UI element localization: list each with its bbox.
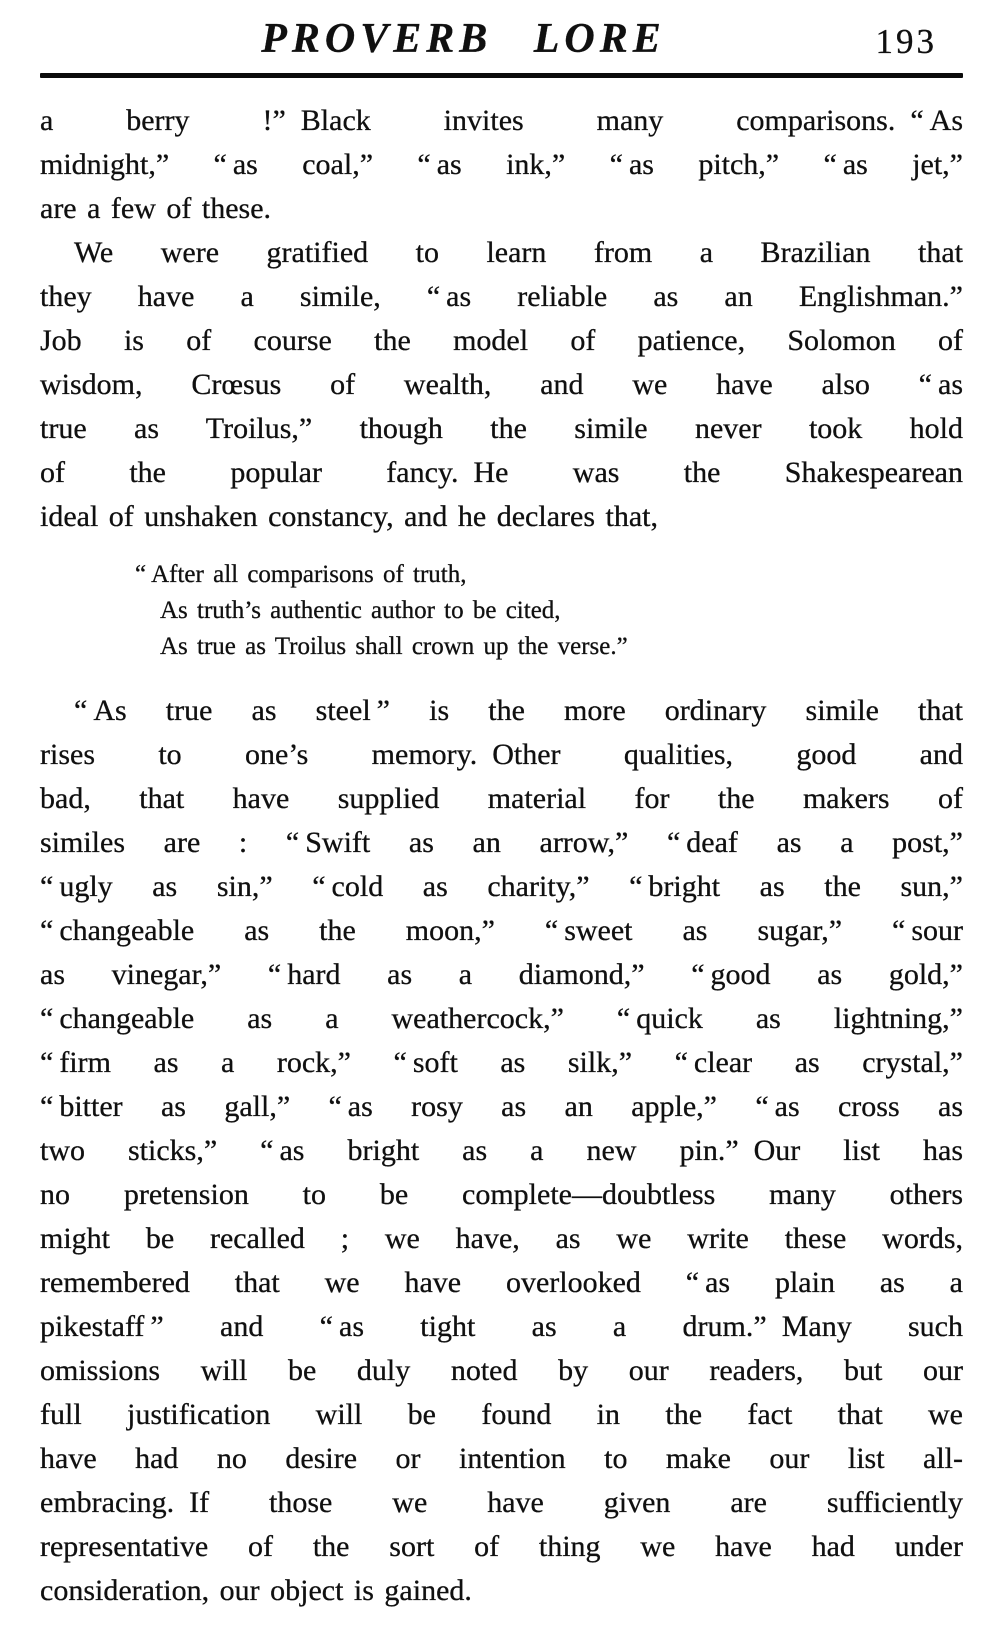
text-line: full justification will be found in the fact that we <box>40 1398 963 1431</box>
text-line: are a few of these. <box>40 192 272 225</box>
page-title: PROVERB LORE <box>261 16 666 62</box>
text-line: no pretension to be complete—doubtless many others <box>40 1178 963 1211</box>
text-line: similes are : “ Swift as an arrow,” “ deaf as a post,” <box>40 826 963 859</box>
text-line: consideration, our object is gained. <box>40 1574 472 1607</box>
text-line: “ firm as a rock,” “ soft as silk,” “ clear as crystal,” <box>40 1046 963 1079</box>
text-line: pikestaff ” and “ as tight as a drum.” Many such <box>40 1310 963 1343</box>
text-line: two sticks,” “ as bright as a new pin.” Our list has <box>40 1134 963 1167</box>
text-line: rises to one’s memory. Other qualities, good and <box>40 738 963 771</box>
text-line: “ ugly as sin,” “ cold as charity,” “ bright as the sun,” <box>40 870 963 903</box>
text-line: “ After all comparisons of truth, <box>135 561 467 588</box>
text-line: true as Troilus,” though the simile never took hold <box>40 412 963 445</box>
header-rule <box>40 73 963 78</box>
text-line: remembered that we have overlooked “ as plain as a <box>40 1266 963 1299</box>
text-line: As truth’s authentic author to be cited, <box>160 597 561 624</box>
text-line: “ As true as steel ” is the more ordinary simile that <box>74 694 963 727</box>
text-blocks <box>40 99 963 1613</box>
text-line: midnight,” “ as coal,” “ as ink,” “ as pitch,” “ as jet,” <box>40 148 963 181</box>
paragraph-block <box>40 99 963 231</box>
paragraph-block <box>40 689 963 1613</box>
running-header <box>40 16 963 64</box>
text-line: representative of the sort of thing we have had under <box>40 1530 963 1563</box>
text-line: as vinegar,” “ hard as a diamond,” “ good as gold,” <box>40 958 963 991</box>
text-line: “ changeable as the moon,” “ sweet as sugar,” “ sour <box>40 914 963 947</box>
page-number: 193 <box>875 22 937 61</box>
text-line: embracing. If those we have given are sufficiently <box>40 1486 963 1519</box>
text-line: Job is of course the model of patience, Solomon of <box>40 324 963 357</box>
text-line: As true as Troilus shall crown up the verse.” <box>160 633 628 660</box>
text-line: “ bitter as gall,” “ as rosy as an apple,” “ as cross as <box>40 1090 963 1123</box>
text-line: wisdom, Crœsus of wealth, and we have also “ as <box>40 368 963 401</box>
text-line: they have a simile, “ as reliable as an Englishman.” <box>40 280 963 313</box>
verse-block <box>40 557 963 665</box>
text-line: might be recalled ; we have, as we write these words, <box>40 1222 963 1255</box>
text-line: have had no desire or intention to make our list all- <box>40 1442 963 1475</box>
text-line: omissions will be duly noted by our readers, but our <box>40 1354 963 1387</box>
text-line: ideal of unshaken constancy, and he declares that, <box>40 500 658 533</box>
text-line: a berry !” Black invites many comparisons. “ As <box>40 104 963 137</box>
text-line: “ changeable as a weathercock,” “ quick as lightning,” <box>40 1002 963 1035</box>
text-line: bad, that have supplied material for the makers of <box>40 782 963 815</box>
paragraph-block <box>40 231 963 539</box>
text-line: of the popular fancy. He was the Shakespearean <box>40 456 963 489</box>
text-line: We were gratified to learn from a Brazilian that <box>74 236 963 269</box>
